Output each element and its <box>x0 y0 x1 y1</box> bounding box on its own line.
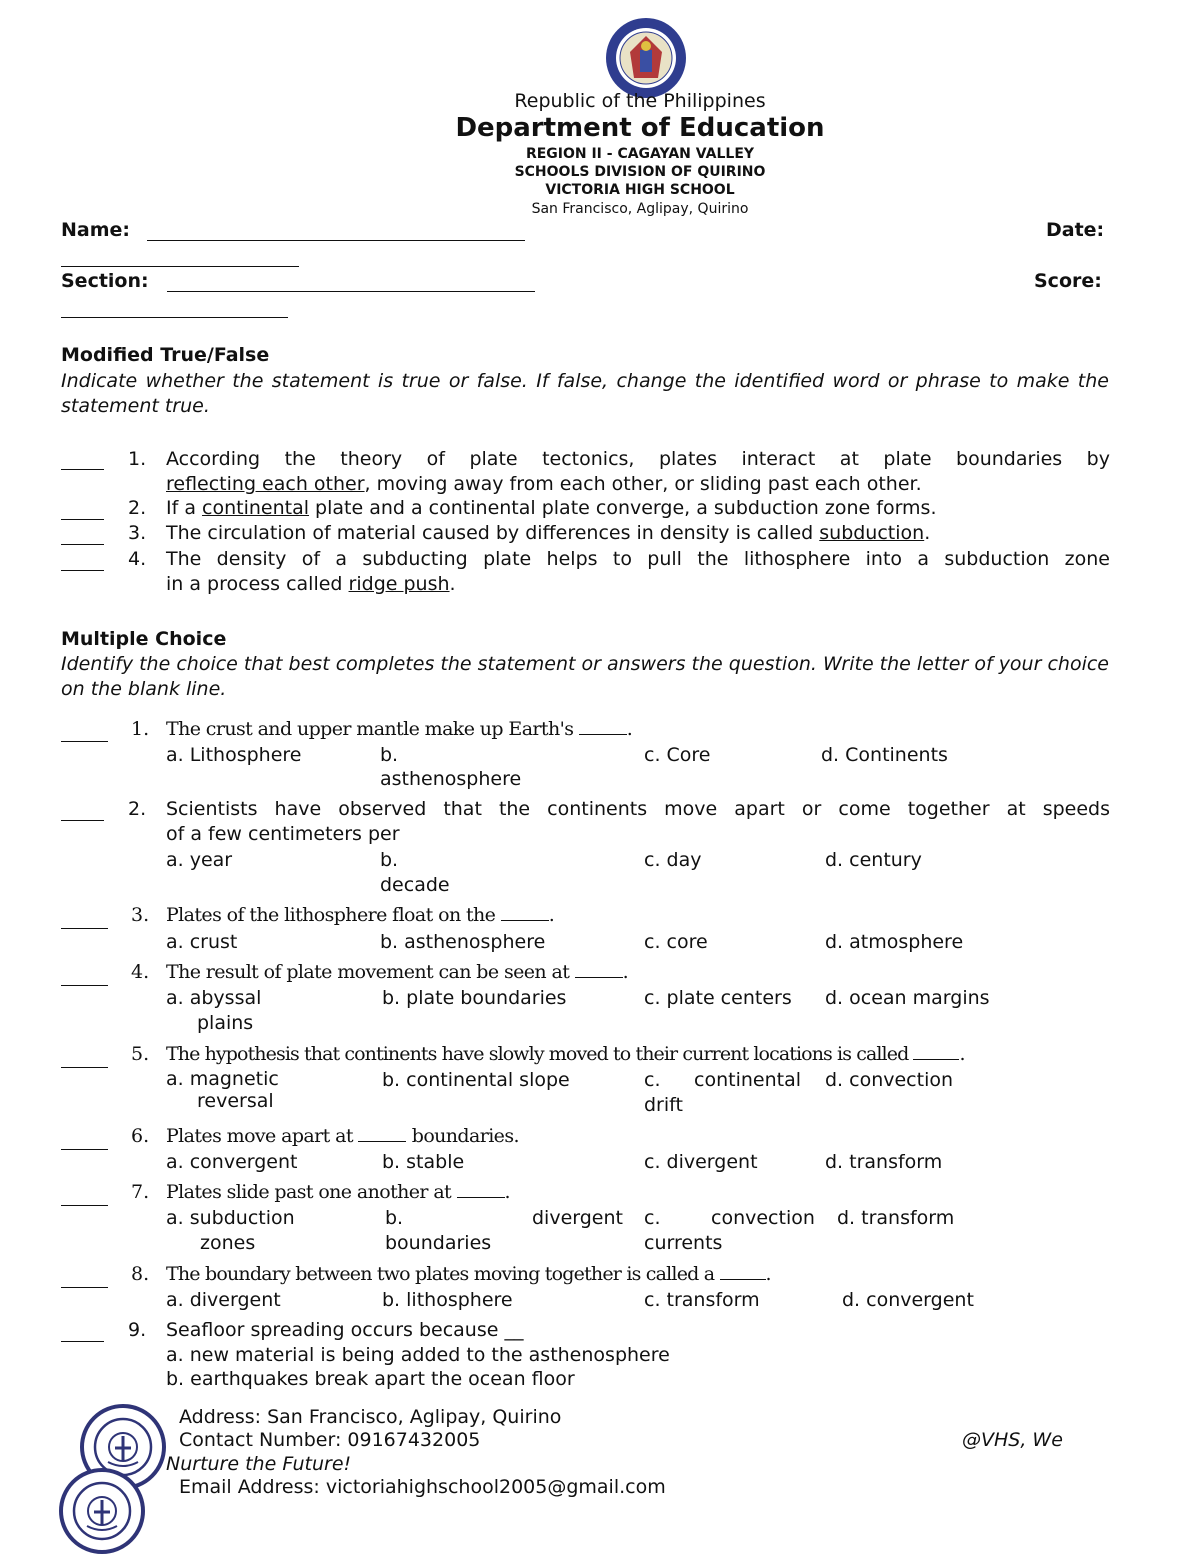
division-text: SCHOOLS DIVISION OF QUIRINO <box>514 164 766 180</box>
choice-c: c. divergent <box>644 1151 758 1173</box>
section-field[interactable] <box>167 291 535 292</box>
underlined-term: reflecting each other <box>166 473 365 495</box>
name-label: Name: <box>61 219 131 241</box>
answer-blank[interactable] <box>61 570 104 571</box>
choice-c-cont: currents <box>644 1232 723 1254</box>
tf-item-1-line2: reflecting each other, moving away from each other, or sliding past each other. <box>166 473 922 495</box>
mc-item-1-stem: The crust and upper mantle make up Earth's . <box>166 718 633 740</box>
choice-a-cont: reversal <box>197 1090 274 1112</box>
mc-item-9-stem: Seafloor spreading occurs because __ <box>166 1319 524 1341</box>
school-logo <box>56 1468 148 1554</box>
choice-a: a. abyssal <box>166 987 262 1009</box>
choice-a: a. subduction <box>166 1207 295 1229</box>
item-number: 1. <box>128 448 147 470</box>
part1-instructions: Indicate whether the statement is true or false. If false, change the identified word or phrase to make the statement true. <box>61 370 1109 417</box>
choice-b: b. asthenosphere <box>380 931 546 953</box>
stem-blank <box>358 1140 406 1142</box>
stem-blank <box>913 1058 959 1060</box>
choice-a: a. crust <box>166 931 238 953</box>
item-number: 4. <box>131 961 150 983</box>
choice-b: b. <box>380 849 399 871</box>
tf-item-1-line1: According the theory of plate tectonics, plates interact at plate boundaries by <box>166 448 1110 470</box>
date-label: Date: <box>1046 219 1105 241</box>
stem-blank <box>457 1196 505 1198</box>
choice-a: a. year <box>166 849 233 871</box>
part2-instructions: Identify the choice that best completes the statement or answers the question. Write the letter of your choice on the blank line. <box>61 653 1109 700</box>
choice-a: a. new material is being added to the asthenosphere <box>166 1344 670 1366</box>
choice-c: c. <box>644 1207 661 1229</box>
department-title: Department of Education <box>455 113 825 143</box>
score-label: Score: <box>1034 270 1102 292</box>
footer-motto-cont: Nurture the Future! <box>166 1453 352 1475</box>
item-number: 3. <box>128 522 147 544</box>
region-text: REGION II - CAGAYAN VALLEY <box>525 146 755 162</box>
choice-d: d. Continents <box>821 744 948 766</box>
item-number: 2. <box>128 798 147 820</box>
answer-blank[interactable] <box>61 820 104 821</box>
footer-address: Address: San Francisco, Aglipay, Quirino <box>179 1406 562 1428</box>
choice-a-cont: zones <box>200 1232 256 1254</box>
mc-item-7-stem: Plates slide past one another at . <box>166 1181 510 1203</box>
choice-c-word: convection <box>711 1207 815 1229</box>
item-number: 7. <box>131 1181 150 1203</box>
choice-b: b. continental slope <box>382 1069 570 1091</box>
choice-c: c. day <box>644 849 702 871</box>
choice-b-cont: boundaries <box>385 1232 492 1254</box>
stem-blank <box>579 733 627 735</box>
choice-d: d. ocean margins <box>825 987 990 1009</box>
answer-blank[interactable] <box>61 519 104 520</box>
section-label: Section: <box>61 270 149 292</box>
answer-blank[interactable] <box>61 1341 104 1342</box>
answer-blank[interactable] <box>61 1067 108 1068</box>
mc-item-4-stem: The result of plate movement can be seen at . <box>166 961 629 983</box>
answer-blank[interactable] <box>61 928 108 929</box>
answer-blank[interactable] <box>61 1149 108 1150</box>
choice-a: a. magnetic <box>166 1068 279 1090</box>
answer-blank[interactable] <box>61 985 108 986</box>
choice-b: b. lithosphere <box>382 1289 513 1311</box>
underlined-term: ridge push <box>348 573 450 595</box>
score-field[interactable] <box>61 317 288 318</box>
tf-item-4-line2: in a process called ridge push. <box>166 573 456 595</box>
choice-d: d. century <box>825 849 922 871</box>
choice-c-word: continental <box>694 1069 801 1091</box>
item-number: 9. <box>128 1319 147 1341</box>
item-number: 6. <box>131 1125 150 1147</box>
choice-b: b. stable <box>382 1151 465 1173</box>
choice-d: d. convection <box>825 1069 954 1091</box>
item-number: 8. <box>131 1263 150 1285</box>
mc-item-2-stem-line1: Scientists have observed that the continents move apart or come together at speeds <box>166 798 1110 820</box>
answer-blank[interactable] <box>61 469 104 470</box>
choice-b: b. plate boundaries <box>382 987 567 1009</box>
choice-c: c. Core <box>644 744 711 766</box>
item-number: 2. <box>128 497 147 519</box>
school-name: VICTORIA HIGH SCHOOL <box>545 182 735 198</box>
choice-b-cont: decade <box>380 874 450 896</box>
tf-item-4-line1: The density of a subducting plate helps to pull the lithosphere into a subduction zone <box>166 548 1110 570</box>
choice-c: c. plate centers <box>644 987 792 1009</box>
choice-a: a. Lithosphere <box>166 744 302 766</box>
choice-b: b. <box>385 1207 404 1229</box>
part1-title: Modified True/False <box>61 344 270 366</box>
choice-d: d. convergent <box>842 1289 974 1311</box>
choice-d: d. transform <box>837 1207 955 1229</box>
answer-blank[interactable] <box>61 1205 108 1206</box>
item-number: 5. <box>131 1043 150 1065</box>
underlined-term: subduction <box>819 522 925 544</box>
choice-c-cont: drift <box>644 1094 683 1116</box>
choice-a-cont: plains <box>197 1012 254 1034</box>
choice-b-word: divergent <box>532 1207 623 1229</box>
choice-d: d. transform <box>825 1151 943 1173</box>
mc-item-6-stem: Plates move apart at boundaries. <box>166 1125 519 1147</box>
footer-email[interactable]: Email Address: victoriahighschool2005@gmail.com <box>179 1476 666 1498</box>
mc-item-2-stem-line2: of a few centimeters per <box>166 823 400 845</box>
stem-blank <box>575 976 623 978</box>
date-field[interactable] <box>61 266 299 267</box>
item-number: 4. <box>128 548 147 570</box>
name-field[interactable] <box>147 240 525 241</box>
choice-c: c. <box>644 1069 661 1091</box>
choice-a: a. convergent <box>166 1151 298 1173</box>
answer-blank[interactable] <box>61 1287 108 1288</box>
choice-c: c. core <box>644 931 708 953</box>
school-address: San Francisco, Aglipay, Quirino <box>531 201 749 217</box>
part2-title: Multiple Choice <box>61 628 227 650</box>
tf-item-3: The circulation of material caused by differences in density is called subduction. <box>166 522 931 544</box>
deped-seal <box>604 16 688 100</box>
mc-item-8-stem: The boundary between two plates moving together is called a . <box>166 1263 771 1285</box>
choice-b-cont: asthenosphere <box>380 768 522 790</box>
footer-contact: Contact Number: 09167432005 <box>179 1429 481 1451</box>
answer-blank[interactable] <box>61 741 108 742</box>
choice-d: d. atmosphere <box>825 931 964 953</box>
stem-blank <box>501 919 549 921</box>
choice-b: b. <box>380 744 399 766</box>
item-number: 1. <box>131 718 150 740</box>
item-number: 3. <box>131 904 150 926</box>
footer-motto: @VHS, We <box>962 1429 1063 1451</box>
republic-text: Republic of the Philippines <box>514 90 766 112</box>
answer-blank[interactable] <box>61 544 104 545</box>
mc-item-3-stem: Plates of the lithosphere float on the . <box>166 904 555 926</box>
choice-c: c. transform <box>644 1289 760 1311</box>
choice-b: b. earthquakes break apart the ocean floor <box>166 1368 575 1390</box>
underlined-term: continental <box>202 497 310 519</box>
tf-item-2: If a continental plate and a continental plate converge, a subduction zone forms. <box>166 497 937 519</box>
choice-a: a. divergent <box>166 1289 281 1311</box>
mc-item-5-stem: The hypothesis that continents have slowly moved to their current locations is called . <box>166 1043 965 1065</box>
stem-blank <box>720 1278 766 1280</box>
